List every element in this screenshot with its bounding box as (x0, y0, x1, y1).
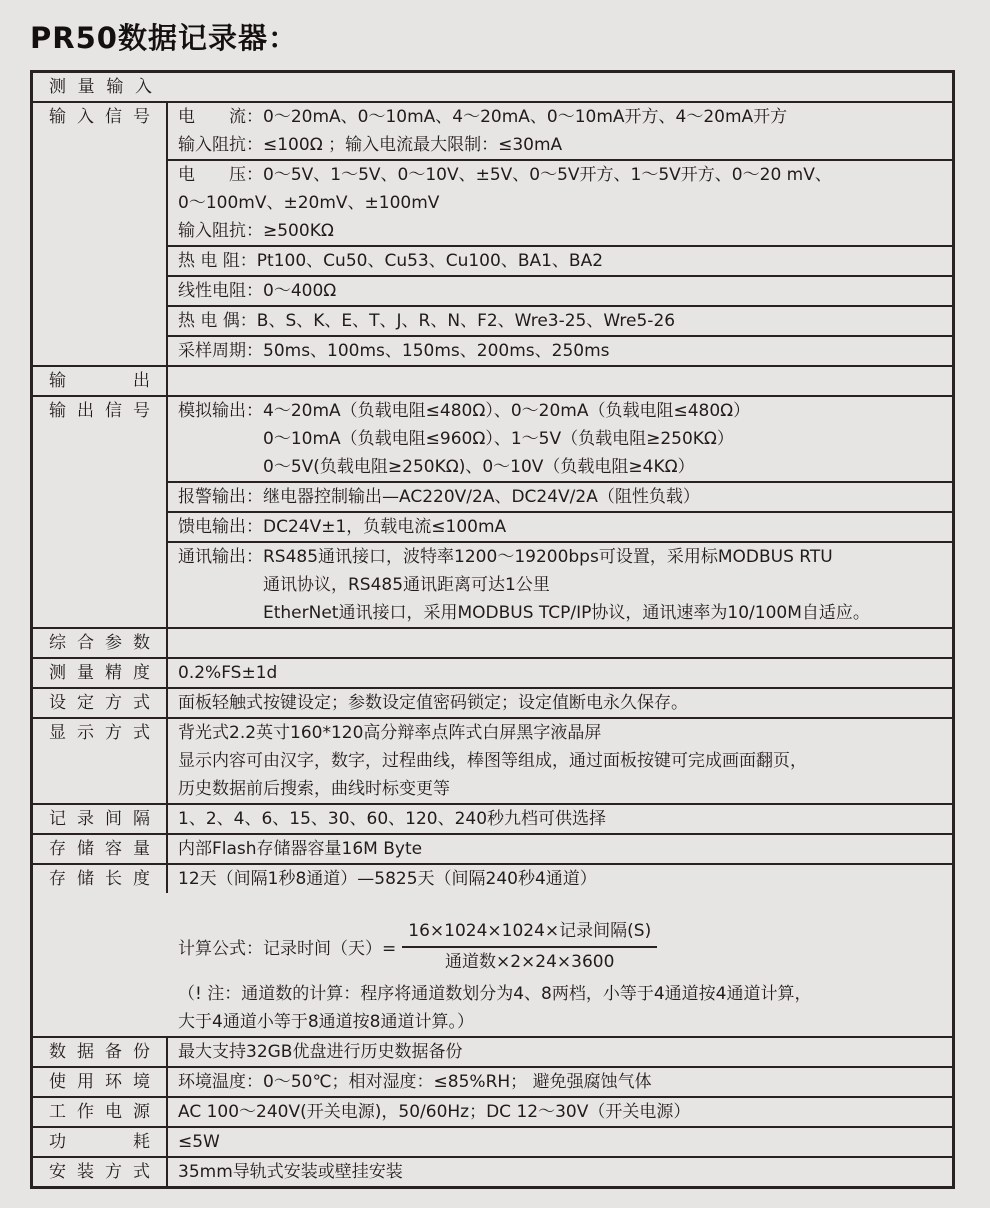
comm-output-line-3: EtherNet通讯接口，采用MODBUS TCP/IP协议，通讯速率为10/100M自适应。 (263, 603, 870, 623)
feed-output-line: 馈电输出：DC24V±1，负载电流≤100mA (178, 517, 507, 537)
row-storage-length (33, 865, 952, 1038)
storage-capacity-label: 存储容量 (33, 835, 168, 863)
row-installation (33, 1158, 952, 1186)
row-storage-capacity (33, 835, 952, 865)
accuracy-value: 0.2%FS±1d (178, 663, 278, 683)
output-signal-content (168, 397, 952, 627)
thermocouple-subcell (168, 307, 952, 337)
row-output-header (33, 367, 952, 397)
display-line-1: 背光式2.2英寸160*120高分辩率点阵式白屏黑字液晶屏 (178, 723, 602, 743)
measure-input-label: 测量输入 (49, 77, 152, 97)
power-consumption-value: ≤5W (178, 1132, 220, 1152)
alarm-output-subcell (168, 483, 952, 513)
record-interval-label: 记录间隔 (33, 805, 168, 833)
storage-capacity-content (168, 835, 952, 863)
comm-output-line-2: 通讯协议，RS485通讯距离可达1公里 (263, 575, 550, 595)
input-signal-content (168, 103, 952, 365)
backup-value: 最大支持32GB优盘进行历史数据备份 (178, 1042, 463, 1062)
formula-denominator: 通道数×2×24×3600 (445, 952, 615, 972)
thermocouple-line: 热 电 偶：B、S、K、E、T、J、R、N、F2、Wre3-25、Wre5-26 (178, 311, 676, 331)
linear-resistance-subcell (168, 277, 952, 307)
row-setting (33, 689, 952, 719)
row-backup (33, 1038, 952, 1068)
analog-output-subcell (168, 397, 952, 483)
environment-label: 使用环境 (33, 1068, 168, 1096)
backup-content (168, 1038, 952, 1066)
output-signal-label: 输出信号 (33, 397, 168, 627)
output-header-label: 输出 (33, 367, 168, 395)
storage-length-formula (168, 917, 952, 976)
environment-content (168, 1068, 952, 1096)
display-content (168, 719, 952, 803)
display-line-3: 历史数据前后搜索，曲线时标变更等 (178, 779, 450, 799)
record-interval-value: 1、2、4、6、15、30、60、120、240秒九档可供选择 (178, 809, 607, 829)
analog-output-line-2: 0～10mA（负载电阻≤960Ω）、1～5V（负载电阻≥250KΩ） (263, 429, 734, 449)
power-supply-value: AC 100～240V(开关电源)，50/60Hz；DC 12～30V（开关电源） (178, 1102, 691, 1122)
row-input-signal (33, 103, 952, 367)
storage-length-label: 存储长度 (33, 865, 168, 893)
setting-content (168, 689, 952, 717)
analog-output-line-1: 模拟输出：4～20mA（负载电阻≤480Ω）、0～20mA（负载电阻≤480Ω） (178, 401, 751, 421)
analog-output-line-3: 0～5V(负载电阻≥250KΩ)、0～10V（负载电阻≥4KΩ） (263, 457, 695, 477)
rtd-line: 热 电 阻：Pt100、Cu50、Cu53、Cu100、BA1、BA2 (178, 251, 604, 271)
power-supply-content (168, 1098, 952, 1126)
display-line-2: 显示内容可由汉字，数字，过程曲线，棒图等组成，通过面板按键可完成画面翻页， (178, 751, 807, 771)
voltage-line-3: 输入阻抗：≥500KΩ (178, 221, 334, 241)
current-line-1: 电 流：0～20mA、0～10mA、4～20mA、0～10mA开方、4～20mA开方 (178, 107, 788, 127)
storage-capacity-value: 内部Flash存储器容量16M Byte (178, 839, 423, 859)
environment-value: 环境温度：0～50℃；相对湿度：≤85%RH； 避免强腐蚀气体 (178, 1072, 652, 1092)
installation-value: 35mm导轨式安装或壁挂安装 (178, 1162, 403, 1182)
formula-fraction (402, 917, 657, 976)
sampling-period-subcell (168, 337, 952, 365)
measure-input-spacer (168, 73, 952, 101)
linear-resistance-line: 线性电阻：0～400Ω (178, 281, 337, 301)
current-line-2: 输入阻抗：≤100Ω ；输入电流最大限制：≤30mA (178, 135, 563, 155)
setting-label: 设定方式 (33, 689, 168, 717)
storage-length-range: 12天（间隔1秒8通道）—5825天（间隔240秒4通道） (178, 869, 597, 889)
sampling-period-line: 采样周期：50ms、100ms、150ms、200ms、250ms (178, 341, 610, 361)
current-subcell (168, 103, 952, 161)
formula-prefix: 计算公式：记录时间（天）= (178, 939, 397, 959)
power-supply-label: 工作电源 (33, 1098, 168, 1126)
comm-output-subcell (168, 543, 952, 627)
row-general-params (33, 629, 952, 659)
record-interval-content (168, 805, 952, 833)
voltage-line-2: 0～100mV、±20mV、±100mV (178, 193, 440, 213)
page-title: PR50数据记录器： (30, 21, 298, 55)
row-display (33, 719, 952, 805)
output-header-spacer (168, 367, 952, 395)
row-output-signal (33, 397, 952, 629)
row-measure-input (33, 73, 952, 103)
row-power-supply (33, 1098, 952, 1128)
comm-output-line-1: 通讯输出：RS485通讯接口，波特率1200～19200bps可设置，采用标MODBUS RTU (178, 547, 833, 567)
power-consumption-content (168, 1128, 952, 1156)
general-params-label: 综合参数 (33, 629, 168, 657)
voltage-subcell (168, 161, 952, 247)
installation-label: 安装方式 (33, 1158, 168, 1186)
display-label: 显示方式 (33, 719, 168, 803)
row-accuracy (33, 659, 952, 689)
feed-output-subcell (168, 513, 952, 543)
installation-content (168, 1158, 952, 1186)
setting-value: 面板轻触式按键设定；参数设定值密码锁定；设定值断电永久保存。 (178, 693, 688, 713)
spec-table (30, 70, 955, 1189)
storage-length-note-1: （! 注：通道数的计算：程序将通道数划分为4、8两档，小等于4通道按4通道计算， (178, 984, 812, 1004)
formula-numerator: 16×1024×1024×记录间隔(S) (402, 917, 657, 948)
general-params-spacer (168, 629, 952, 657)
input-signal-label: 输入信号 (33, 103, 168, 365)
alarm-output-line: 报警输出：继电器控制输出—AC220V/2A、DC24V/2A（阻性负载） (178, 487, 700, 507)
voltage-line-1: 电 压：0～5V、1～5V、0～10V、±5V、0～5V开方、1～5V开方、0～20 mV、 (178, 165, 832, 185)
row-record-interval (33, 805, 952, 835)
backup-label: 数据备份 (33, 1038, 168, 1066)
accuracy-label: 测量精度 (33, 659, 168, 687)
power-consumption-label: 功耗 (33, 1128, 168, 1156)
accuracy-content (168, 659, 952, 687)
row-environment (33, 1068, 952, 1098)
row-power-consumption (33, 1128, 952, 1158)
rtd-subcell (168, 247, 952, 277)
storage-length-note-2: 大于4通道小等于8通道按8通道计算。） (178, 1012, 474, 1032)
storage-length-gap (168, 893, 952, 915)
storage-length-content (168, 865, 952, 1036)
